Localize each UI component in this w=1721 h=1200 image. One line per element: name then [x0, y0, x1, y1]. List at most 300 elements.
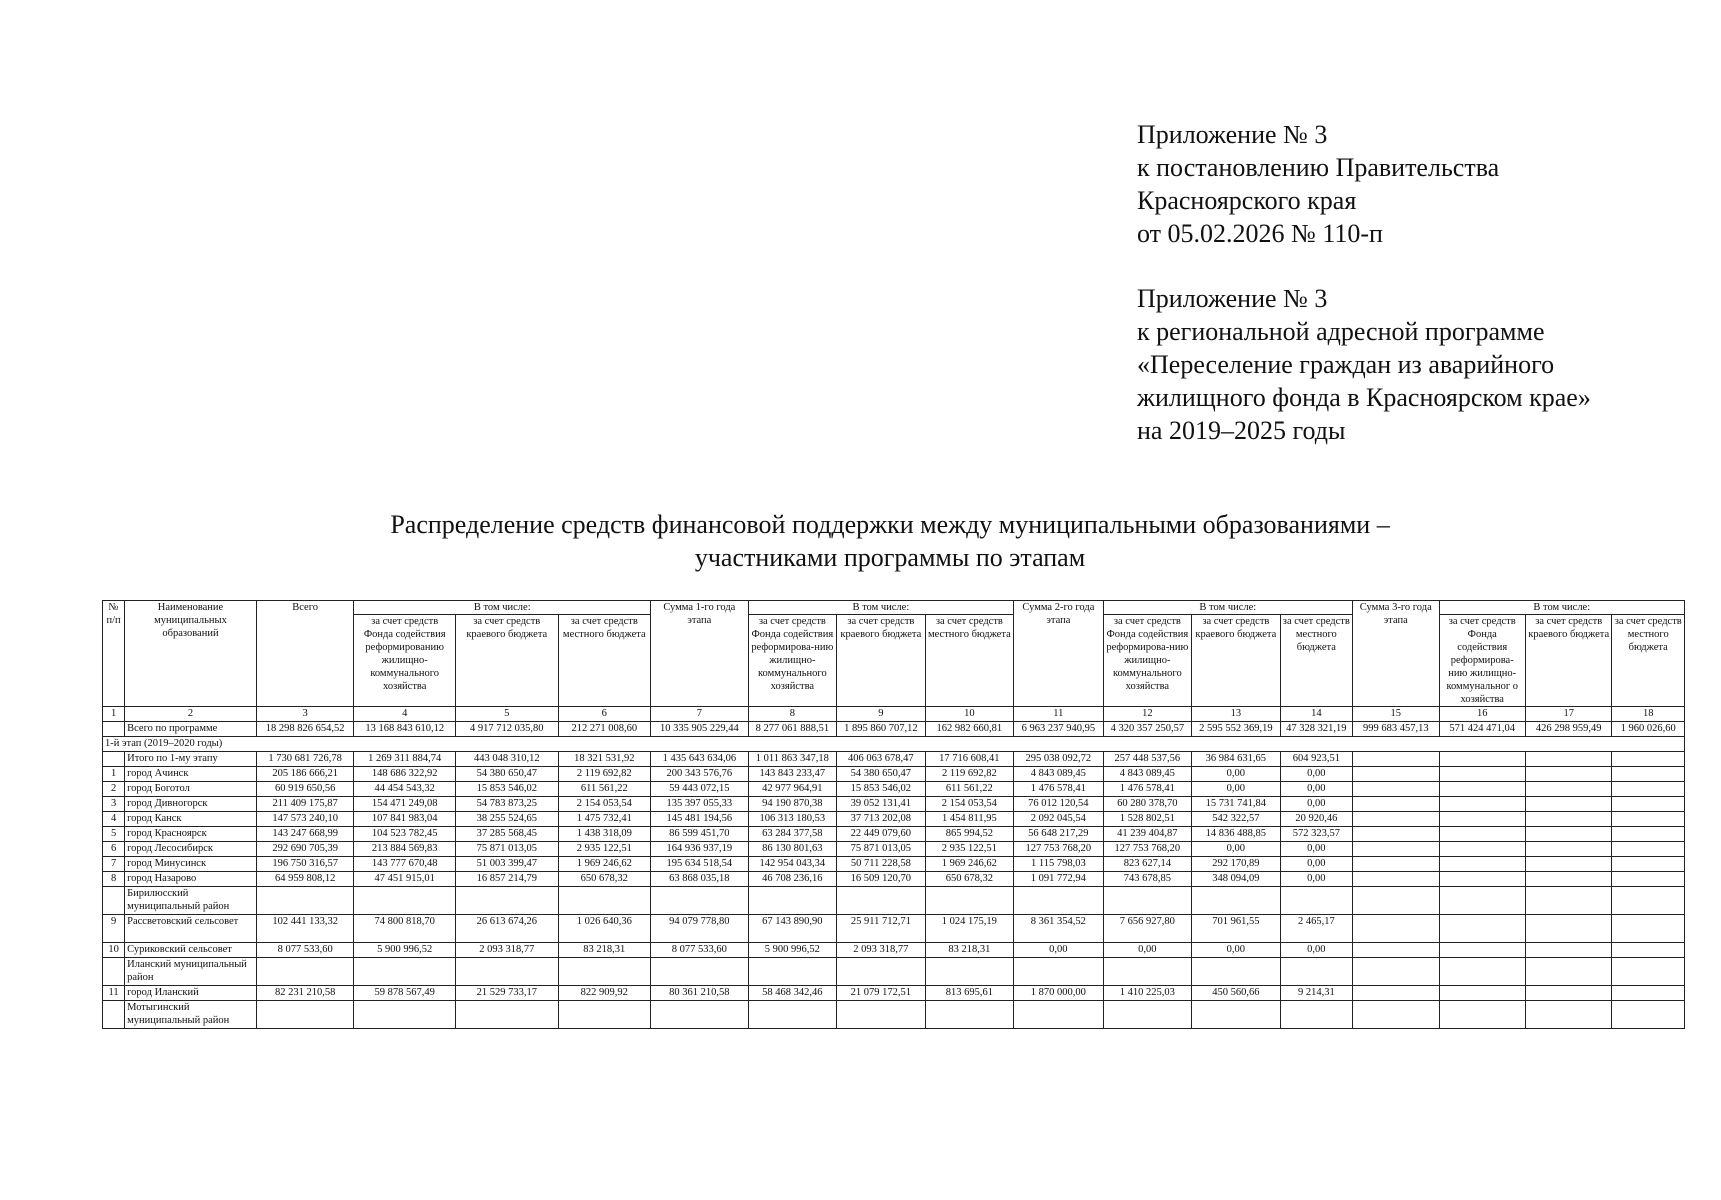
column-number: 1	[103, 707, 125, 722]
row-number: 9	[103, 915, 125, 943]
cell-value: 63 284 377,58	[748, 827, 837, 842]
cell-value: 1 476 578,41	[1014, 782, 1104, 797]
cell-value	[1439, 827, 1525, 842]
cell-value	[558, 887, 651, 915]
cell-value	[1612, 857, 1685, 872]
cell-value	[1439, 872, 1525, 887]
cell-value: 106 313 180,53	[748, 812, 837, 827]
cell-value	[256, 887, 354, 915]
cell-value: 604 923,51	[1280, 752, 1352, 767]
cell-value: 143 247 668,99	[256, 827, 354, 842]
cell-value	[256, 1001, 354, 1029]
document-title-line: участниками программы по этапам	[694, 543, 1086, 572]
cell-value: 426 298 959,49	[1525, 722, 1611, 737]
cell-value: 9 214,31	[1280, 986, 1352, 1001]
cell-value	[1612, 782, 1685, 797]
cell-value	[1525, 812, 1611, 827]
cell-value: 2 154 053,54	[558, 797, 651, 812]
table-row	[103, 943, 1685, 958]
cell-value: 8 077 533,60	[651, 943, 749, 958]
row-name: город Канск	[125, 812, 257, 827]
cell-value: 348 094,09	[1192, 872, 1281, 887]
appendix-decree-block	[1137, 118, 1499, 250]
cell-value: 44 454 543,32	[354, 782, 456, 797]
cell-value: 58 468 342,46	[748, 986, 837, 1001]
row-number: 5	[103, 827, 125, 842]
cell-value	[1353, 842, 1439, 857]
cell-value: 15 853 546,02	[837, 782, 926, 797]
cell-value: 41 239 404,87	[1103, 827, 1192, 842]
cell-value: 0,00	[1280, 782, 1352, 797]
cell-value	[925, 887, 1014, 915]
cell-value	[1612, 812, 1685, 827]
header-local: за счет средств местного бюджета	[1280, 615, 1352, 707]
cell-value	[1280, 1001, 1352, 1029]
cell-value: 15 853 546,02	[455, 782, 558, 797]
cell-value: 82 231 210,58	[256, 986, 354, 1001]
row-number: 1	[103, 767, 125, 782]
cell-value: 213 884 569,83	[354, 842, 456, 857]
cell-value: 196 750 316,57	[256, 857, 354, 872]
cell-value: 295 038 092,72	[1014, 752, 1104, 767]
table-row	[103, 842, 1685, 857]
cell-value	[651, 958, 749, 986]
appendix-program-line: на 2019–2025 годы	[1137, 416, 1346, 445]
cell-value	[1525, 827, 1611, 842]
appendix-decree-line: от 05.02.2026 № 110-п	[1137, 219, 1383, 248]
cell-value	[1612, 752, 1685, 767]
appendix-decree-line: Красноярского края	[1137, 186, 1357, 215]
cell-value	[1612, 827, 1685, 842]
cell-value: 572 323,57	[1280, 827, 1352, 842]
cell-value	[1525, 1001, 1611, 1029]
cell-value	[455, 958, 558, 986]
cell-value: 2 595 552 369,19	[1192, 722, 1281, 737]
cell-value: 4 843 089,45	[1014, 767, 1104, 782]
document-title	[0, 508, 1721, 574]
cell-value: 4 843 089,45	[1103, 767, 1192, 782]
cell-value	[1192, 1001, 1281, 1029]
header-incl: В том числе:	[1439, 601, 1685, 615]
cell-value	[256, 958, 354, 986]
cell-value: 823 627,14	[1103, 857, 1192, 872]
cell-value: 38 255 524,65	[455, 812, 558, 827]
row-name: Итого по 1-му этапу	[125, 752, 257, 767]
cell-value	[748, 958, 837, 986]
cell-value: 1 091 772,94	[1014, 872, 1104, 887]
cell-value: 17 716 608,41	[925, 752, 1014, 767]
cell-value	[1439, 1001, 1525, 1029]
column-number: 8	[748, 707, 837, 722]
cell-value: 1 475 732,41	[558, 812, 651, 827]
cell-value: 0,00	[1103, 943, 1192, 958]
cell-value	[837, 958, 926, 986]
row-number	[103, 722, 125, 737]
cell-value: 1 435 643 634,06	[651, 752, 749, 767]
cell-value	[1439, 797, 1525, 812]
row-number	[103, 1001, 125, 1029]
column-number: 5	[455, 707, 558, 722]
cell-value: 1 026 640,36	[558, 915, 651, 943]
column-number: 14	[1280, 707, 1352, 722]
cell-value: 46 708 236,16	[748, 872, 837, 887]
cell-value: 54 380 650,47	[837, 767, 926, 782]
table-row	[103, 767, 1685, 782]
cell-value: 39 052 131,41	[837, 797, 926, 812]
header-fund: за счет средств Фонда содействия реформирова-нию жилищно-коммунальног о хозяйства	[1439, 615, 1525, 707]
cell-value: 1 895 860 707,12	[837, 722, 926, 737]
header-regional: за счет средств краевого бюджета	[837, 615, 926, 707]
cell-value: 1 730 681 726,78	[256, 752, 354, 767]
cell-value: 86 130 801,63	[748, 842, 837, 857]
cell-value: 135 397 055,33	[651, 797, 749, 812]
cell-value: 76 012 120,54	[1014, 797, 1104, 812]
cell-value: 2 093 318,77	[837, 943, 926, 958]
column-number-row	[103, 707, 1685, 722]
cell-value: 75 871 013,05	[837, 842, 926, 857]
cell-value	[1525, 958, 1611, 986]
cell-value: 36 984 631,65	[1192, 752, 1281, 767]
row-name: город Назарово	[125, 872, 257, 887]
cell-value	[1192, 958, 1281, 986]
cell-value: 1 410 225,03	[1103, 986, 1192, 1001]
cell-value: 406 063 678,47	[837, 752, 926, 767]
cell-value: 13 168 843 610,12	[354, 722, 456, 737]
row-number: 11	[103, 986, 125, 1001]
header-fund: за счет средств Фонда содействия реформирова-нию жилищно-коммунального хозяйства	[1103, 615, 1192, 707]
cell-value	[1439, 812, 1525, 827]
row-name: Всего по программе	[125, 722, 257, 737]
header-incl: В том числе:	[1103, 601, 1352, 615]
cell-value: 0,00	[1280, 767, 1352, 782]
cell-value: 4 917 712 035,80	[455, 722, 558, 737]
cell-value	[748, 1001, 837, 1029]
cell-value	[1439, 887, 1525, 915]
cell-value	[1014, 887, 1104, 915]
cell-value: 25 911 712,71	[837, 915, 926, 943]
cell-value	[354, 958, 456, 986]
cell-value	[1353, 767, 1439, 782]
cell-value	[748, 887, 837, 915]
cell-value: 0,00	[1192, 767, 1281, 782]
cell-value: 0,00	[1192, 842, 1281, 857]
header-local: за счет средств местного бюджета	[925, 615, 1014, 707]
cell-value	[1353, 812, 1439, 827]
header-total: Всего	[256, 601, 354, 707]
cell-value: 0,00	[1280, 842, 1352, 857]
row-name: город Красноярск	[125, 827, 257, 842]
cell-value	[455, 887, 558, 915]
cell-value: 611 561,22	[558, 782, 651, 797]
cell-value: 1 870 000,00	[1014, 986, 1104, 1001]
cell-value	[1612, 797, 1685, 812]
column-number: 6	[558, 707, 651, 722]
cell-value	[1353, 752, 1439, 767]
column-number: 10	[925, 707, 1014, 722]
row-name: город Иланский	[125, 986, 257, 1001]
cell-value: 2 935 122,51	[925, 842, 1014, 857]
cell-value: 1 969 246,62	[925, 857, 1014, 872]
cell-value: 1 528 802,51	[1103, 812, 1192, 827]
column-number: 7	[651, 707, 749, 722]
cell-value: 212 271 008,60	[558, 722, 651, 737]
cell-value: 1 969 246,62	[558, 857, 651, 872]
header-regional: за счет средств краевого бюджета	[455, 615, 558, 707]
cell-value	[1439, 915, 1525, 943]
row-name: город Лесосибирск	[125, 842, 257, 857]
cell-value: 443 048 310,12	[455, 752, 558, 767]
cell-value: 37 713 202,08	[837, 812, 926, 827]
row-number: 10	[103, 943, 125, 958]
column-number: 9	[837, 707, 926, 722]
cell-value	[1353, 857, 1439, 872]
cell-value: 21 529 733,17	[455, 986, 558, 1001]
cell-value: 6 963 237 940,95	[1014, 722, 1104, 737]
cell-value	[1353, 958, 1439, 986]
cell-value: 54 380 650,47	[455, 767, 558, 782]
cell-value: 86 599 451,70	[651, 827, 749, 842]
column-number: 13	[1192, 707, 1281, 722]
cell-value: 0,00	[1192, 943, 1281, 958]
cell-value: 2 465,17	[1280, 915, 1352, 943]
cell-value	[1280, 887, 1352, 915]
cell-value	[1612, 943, 1685, 958]
cell-value: 14 836 488,85	[1192, 827, 1281, 842]
cell-value: 0,00	[1014, 943, 1104, 958]
cell-value: 16 509 120,70	[837, 872, 926, 887]
cell-value	[1612, 1001, 1685, 1029]
column-number: 11	[1014, 707, 1104, 722]
cell-value: 142 954 043,34	[748, 857, 837, 872]
appendix-decree-line: к постановлению Правительства	[1137, 153, 1500, 182]
cell-value: 1 024 175,19	[925, 915, 1014, 943]
cell-value: 0,00	[1280, 797, 1352, 812]
row-name: город Боготол	[125, 782, 257, 797]
row-name: город Минусинск	[125, 857, 257, 872]
row-name: Суриковский сельсовет	[125, 943, 257, 958]
cell-value: 148 686 322,92	[354, 767, 456, 782]
cell-value: 127 753 768,20	[1014, 842, 1104, 857]
cell-value: 450 560,66	[1192, 986, 1281, 1001]
header-incl: В том числе:	[354, 601, 651, 615]
row-number	[103, 887, 125, 915]
cell-value: 37 285 568,45	[455, 827, 558, 842]
cell-value	[1525, 797, 1611, 812]
cell-value	[1439, 782, 1525, 797]
appendix-program-line: Приложение № 3	[1137, 284, 1328, 313]
cell-value	[651, 887, 749, 915]
cell-value: 94 079 778,80	[651, 915, 749, 943]
cell-value: 16 857 214,79	[455, 872, 558, 887]
cell-value: 74 800 818,70	[354, 915, 456, 943]
cell-value: 143 777 670,48	[354, 857, 456, 872]
cell-value: 107 841 983,04	[354, 812, 456, 827]
cell-value	[1439, 958, 1525, 986]
cell-value: 75 871 013,05	[455, 842, 558, 857]
cell-value: 1 438 318,09	[558, 827, 651, 842]
cell-value: 60 280 378,70	[1103, 797, 1192, 812]
row-number: 3	[103, 797, 125, 812]
header-local: за счет средств местного бюджета	[1612, 615, 1685, 707]
cell-value: 15 731 741,84	[1192, 797, 1281, 812]
cell-value	[1525, 872, 1611, 887]
appendix-decree-line: Приложение № 3	[1137, 120, 1328, 149]
cell-value: 145 481 194,56	[651, 812, 749, 827]
cell-value: 743 678,85	[1103, 872, 1192, 887]
cell-value: 5 900 996,52	[354, 943, 456, 958]
cell-value	[1612, 958, 1685, 986]
cell-value: 147 573 240,10	[256, 812, 354, 827]
cell-value	[1525, 915, 1611, 943]
cell-value: 650 678,32	[558, 872, 651, 887]
cell-value: 1 269 311 884,74	[354, 752, 456, 767]
cell-value	[1525, 752, 1611, 767]
cell-value	[1353, 872, 1439, 887]
cell-value: 54 783 873,25	[455, 797, 558, 812]
column-number: 15	[1353, 707, 1439, 722]
table-row	[103, 752, 1685, 767]
cell-value	[1525, 767, 1611, 782]
cell-value	[1439, 767, 1525, 782]
cell-value	[1612, 887, 1685, 915]
cell-value	[1014, 1001, 1104, 1029]
cell-value: 59 443 072,15	[651, 782, 749, 797]
cell-value: 0,00	[1280, 857, 1352, 872]
cell-value	[837, 1001, 926, 1029]
cell-value: 865 994,52	[925, 827, 1014, 842]
cell-value: 50 711 228,58	[837, 857, 926, 872]
cell-value	[1353, 797, 1439, 812]
cell-value: 1 476 578,41	[1103, 782, 1192, 797]
document-title-line: Распределение средств финансовой поддержки между муниципальными образованиями –	[390, 510, 1390, 539]
cell-value	[1353, 887, 1439, 915]
cell-value	[1103, 1001, 1192, 1029]
cell-value: 5 900 996,52	[748, 943, 837, 958]
cell-value: 4 320 357 250,57	[1103, 722, 1192, 737]
cell-value: 999 683 457,13	[1353, 722, 1439, 737]
cell-value	[1525, 857, 1611, 872]
cell-value	[1525, 986, 1611, 1001]
header-sum3: Сумма 3-го года этапа	[1353, 601, 1439, 707]
row-name: город Ачинск	[125, 767, 257, 782]
cell-value: 813 695,61	[925, 986, 1014, 1001]
row-name: город Дивногорск	[125, 797, 257, 812]
row-number: 8	[103, 872, 125, 887]
cell-value: 1 011 863 347,18	[748, 752, 837, 767]
cell-value	[1612, 842, 1685, 857]
row-name: Мотыгинский муниципальный район	[125, 1001, 257, 1029]
cell-value: 822 909,92	[558, 986, 651, 1001]
cell-value	[1280, 958, 1352, 986]
appendix-program-block	[1137, 282, 1591, 447]
header-fund: за счет средств Фонда содействия реформированию жилищно-коммунального хозяйства	[354, 615, 456, 707]
cell-value: 571 424 471,04	[1439, 722, 1525, 737]
header-local: за счет средств местного бюджета	[558, 615, 651, 707]
cell-value: 102 441 133,32	[256, 915, 354, 943]
cell-value: 257 448 537,56	[1103, 752, 1192, 767]
cell-value	[354, 1001, 456, 1029]
table-row	[103, 1001, 1685, 1029]
cell-value: 22 449 079,60	[837, 827, 926, 842]
cell-value	[1353, 986, 1439, 1001]
row-name: Рассветовский сельсовет	[125, 915, 257, 943]
cell-value	[1103, 887, 1192, 915]
row-number	[103, 752, 125, 767]
cell-value: 195 634 518,54	[651, 857, 749, 872]
cell-value: 611 561,22	[925, 782, 1014, 797]
row-number: 6	[103, 842, 125, 857]
cell-value: 2 935 122,51	[558, 842, 651, 857]
cell-value	[455, 1001, 558, 1029]
cell-value: 67 143 890,90	[748, 915, 837, 943]
cell-value	[1353, 827, 1439, 842]
cell-value: 26 613 674,26	[455, 915, 558, 943]
cell-value: 205 186 666,21	[256, 767, 354, 782]
cell-value: 18 298 826 654,52	[256, 722, 354, 737]
cell-value: 292 690 705,39	[256, 842, 354, 857]
cell-value: 10 335 905 229,44	[651, 722, 749, 737]
cell-value	[1353, 1001, 1439, 1029]
header-sum2: Сумма 2-го года этапа	[1014, 601, 1104, 707]
cell-value: 650 678,32	[925, 872, 1014, 887]
cell-value: 47 328 321,19	[1280, 722, 1352, 737]
total-row	[103, 722, 1685, 737]
cell-value: 154 471 249,08	[354, 797, 456, 812]
header-no: № п/п	[103, 601, 125, 707]
cell-value: 94 190 870,38	[748, 797, 837, 812]
table-row	[103, 872, 1685, 887]
cell-value	[1525, 782, 1611, 797]
cell-value: 2 092 045,54	[1014, 812, 1104, 827]
cell-value	[1439, 752, 1525, 767]
cell-value	[1612, 986, 1685, 1001]
cell-value	[1439, 842, 1525, 857]
cell-value	[1192, 887, 1281, 915]
cell-value: 59 878 567,49	[354, 986, 456, 1001]
table-row	[103, 812, 1685, 827]
appendix-program-line: к региональной адресной программе	[1137, 317, 1545, 346]
header-regional: за счет средств краевого бюджета	[1192, 615, 1281, 707]
cell-value: 1 115 798,03	[1014, 857, 1104, 872]
stage-label: 1-й этап (2019–2020 годы)	[103, 737, 1685, 752]
cell-value: 8 077 533,60	[256, 943, 354, 958]
cell-value	[1612, 872, 1685, 887]
table-row	[103, 915, 1685, 943]
header-sum1: Сумма 1-го года этапа	[651, 601, 749, 707]
appendix-program-line: жилищного фонда в Красноярском крае»	[1137, 383, 1591, 412]
cell-value	[1439, 943, 1525, 958]
cell-value: 8 361 354,52	[1014, 915, 1104, 943]
cell-value: 18 321 531,92	[558, 752, 651, 767]
cell-value: 47 451 915,01	[354, 872, 456, 887]
cell-value: 63 868 035,18	[651, 872, 749, 887]
cell-value: 292 170,89	[1192, 857, 1281, 872]
table-row	[103, 958, 1685, 986]
column-number: 4	[354, 707, 456, 722]
cell-value: 51 003 399,47	[455, 857, 558, 872]
header-fund: за счет средств Фонда содействия реформирова-нию жилищно-коммунального хозяйства	[748, 615, 837, 707]
cell-value: 56 648 217,29	[1014, 827, 1104, 842]
cell-value	[837, 887, 926, 915]
cell-value: 83 218,31	[558, 943, 651, 958]
table-header	[103, 601, 1685, 707]
funding-distribution-table	[102, 600, 1685, 1029]
column-number: 3	[256, 707, 354, 722]
cell-value: 2 154 053,54	[925, 797, 1014, 812]
row-number	[103, 958, 125, 986]
cell-value	[1353, 915, 1439, 943]
cell-value: 2 119 692,82	[925, 767, 1014, 782]
